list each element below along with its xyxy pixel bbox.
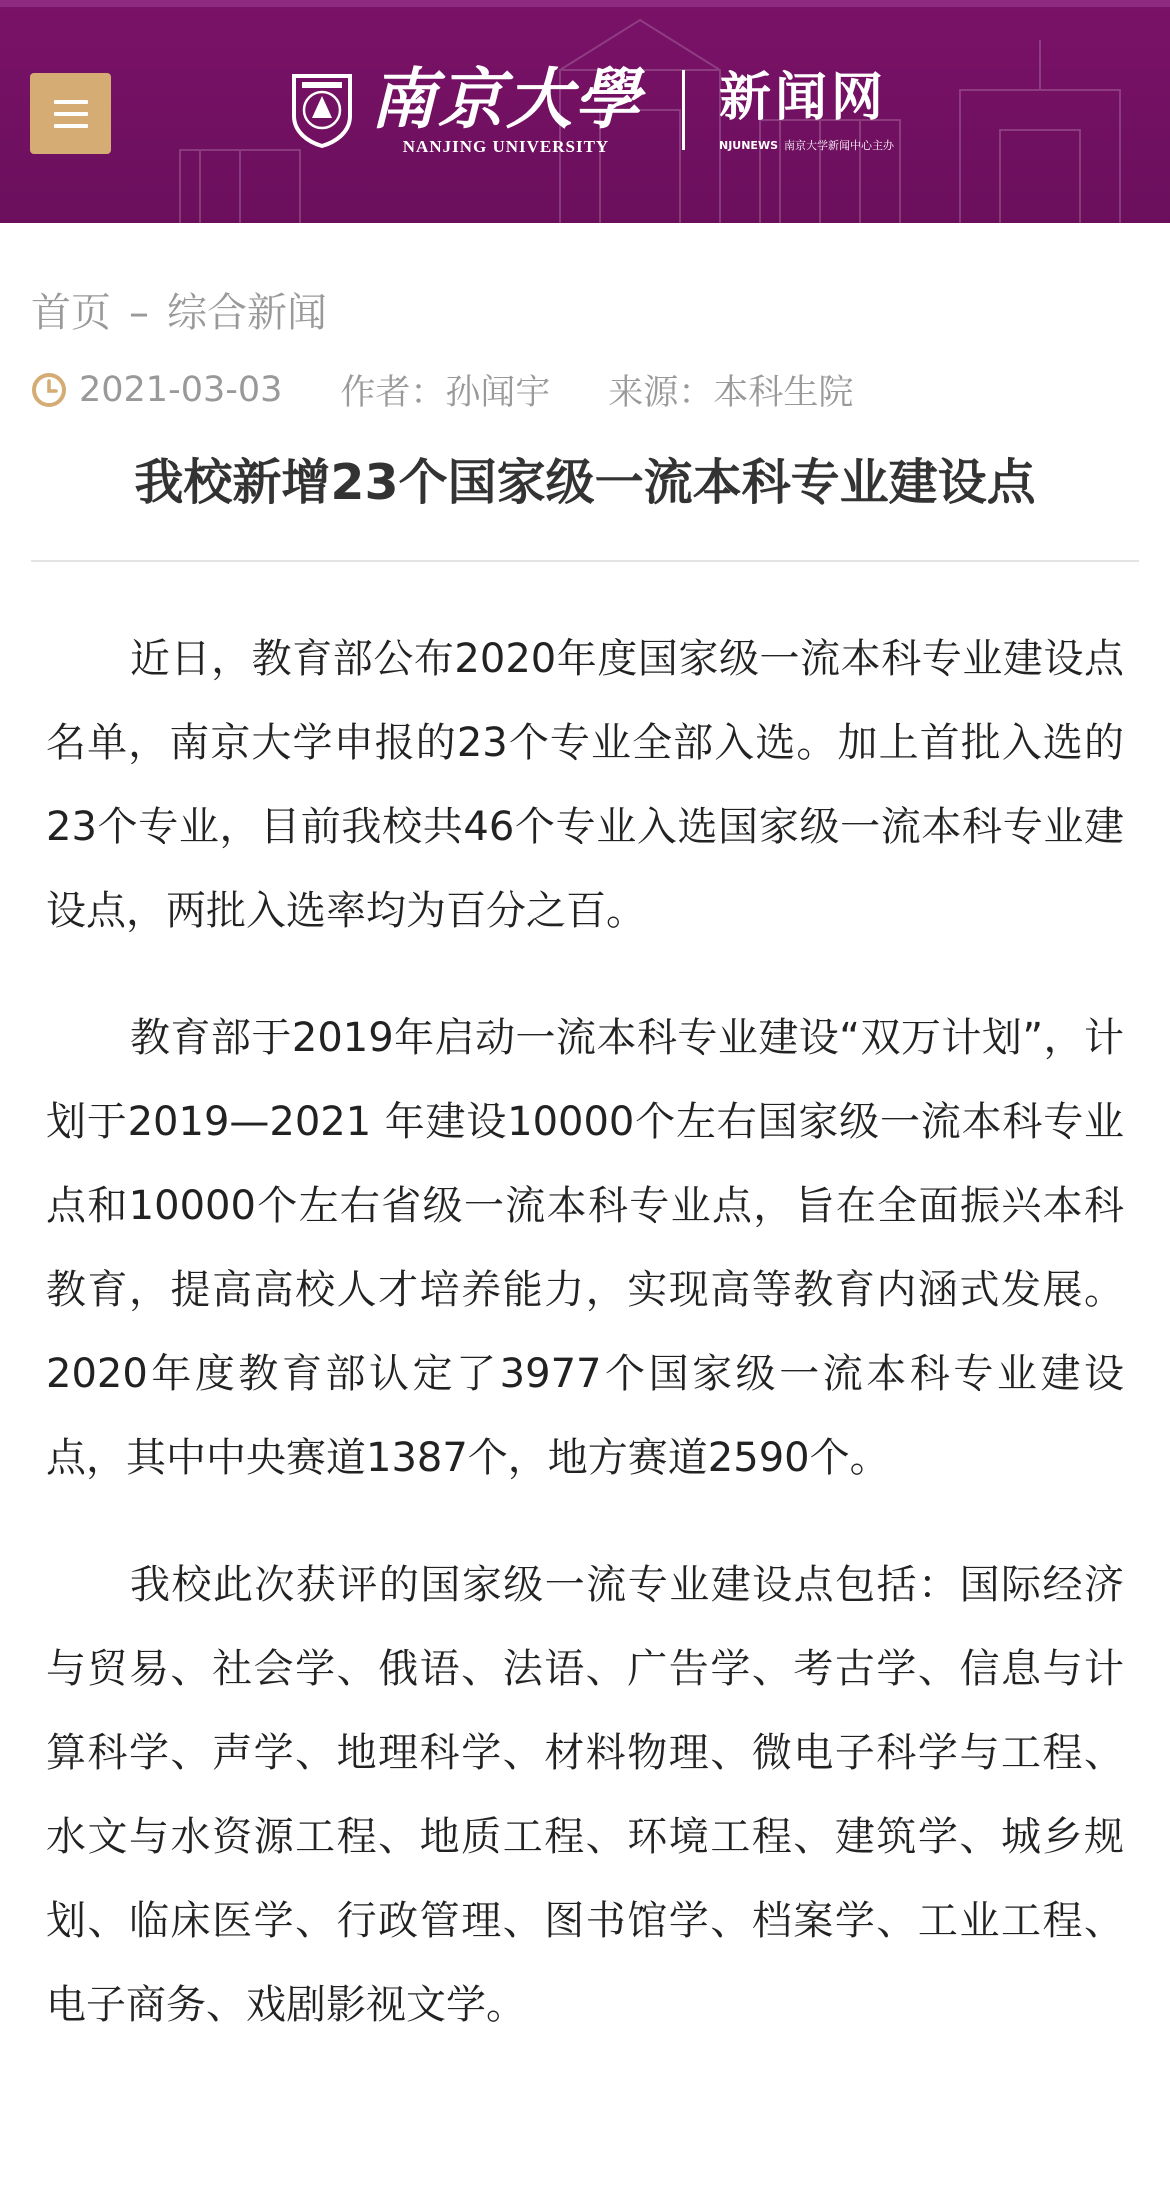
logo-divider — [682, 70, 685, 150]
site-name-en: NJUNEWS — [719, 139, 779, 152]
site-name-cn: 新闻网 — [719, 68, 888, 128]
university-name-cn: 南京大學 — [370, 60, 642, 138]
article-paragraph: 教育部于2019年启动一流本科专业建设“双万计划”，计划于2019—2021 年建设10000个左右国家级一流本科专业点和10000个左右省级一流本科专业点，旨在全面振兴本科教育，提高高校人才培养能力，实现高等教育内涵式发展。2020年度教育部认定了3977个国家级一流本科专业建设点，其中中央赛道1387个，地方赛道2590个。 — [46, 1015, 1124, 1481]
university-name — [370, 60, 642, 157]
article-source: 来源：本科生院 — [608, 373, 854, 413]
site-host: 南京大学新闻中心主办 — [784, 139, 895, 152]
article-paragraph: 近日，教育部公布2020年度国家级一流本科专业建设点名单，南京大学申报的23个专业全部入选。加上首批入选的23个专业，目前我校共46个专业入选国家级一流本科专业建设点，两批入选率均为百分之百。 — [46, 636, 1124, 934]
breadcrumb — [31, 288, 327, 338]
article-meta — [31, 367, 853, 413]
hamburger-menu-icon — [54, 100, 88, 104]
site-subtitle — [719, 137, 894, 153]
article-paragraph: 我校此次获评的国家级一流专业建设点包括：国际经济与贸易、社会学、俄语、法语、广告学、考古学、信息与计算科学、声学、地理科学、材料物理、微电子科学与工程、水文与水资源工程、地质工程、环境工程、建筑学、城乡规划、临床医学、行政管理、图书馆学、档案学、工业工程、电子商务、戏剧影视文学。 — [46, 1562, 1124, 2028]
breadcrumb-category-link[interactable]: 综合新闻 — [167, 290, 327, 336]
publish-date: 2021-03-03 — [79, 370, 283, 410]
article-title: 我校新增23个国家级一流本科专业建设点 — [134, 454, 1036, 511]
site-logo[interactable] — [290, 60, 894, 160]
article-author: 作者：孙闻宇 — [340, 373, 551, 413]
site-header — [0, 0, 1170, 223]
article-body — [46, 617, 1124, 2090]
university-seal-icon — [290, 72, 354, 148]
breadcrumb-separator: – — [129, 290, 149, 336]
breadcrumb-home-link[interactable]: 首页 — [31, 290, 111, 336]
menu-button[interactable] — [30, 73, 111, 154]
clock-icon — [31, 372, 67, 408]
title-divider — [31, 560, 1139, 562]
site-name — [719, 67, 894, 153]
university-name-en: NANJING UNIVERSITY — [402, 137, 610, 156]
